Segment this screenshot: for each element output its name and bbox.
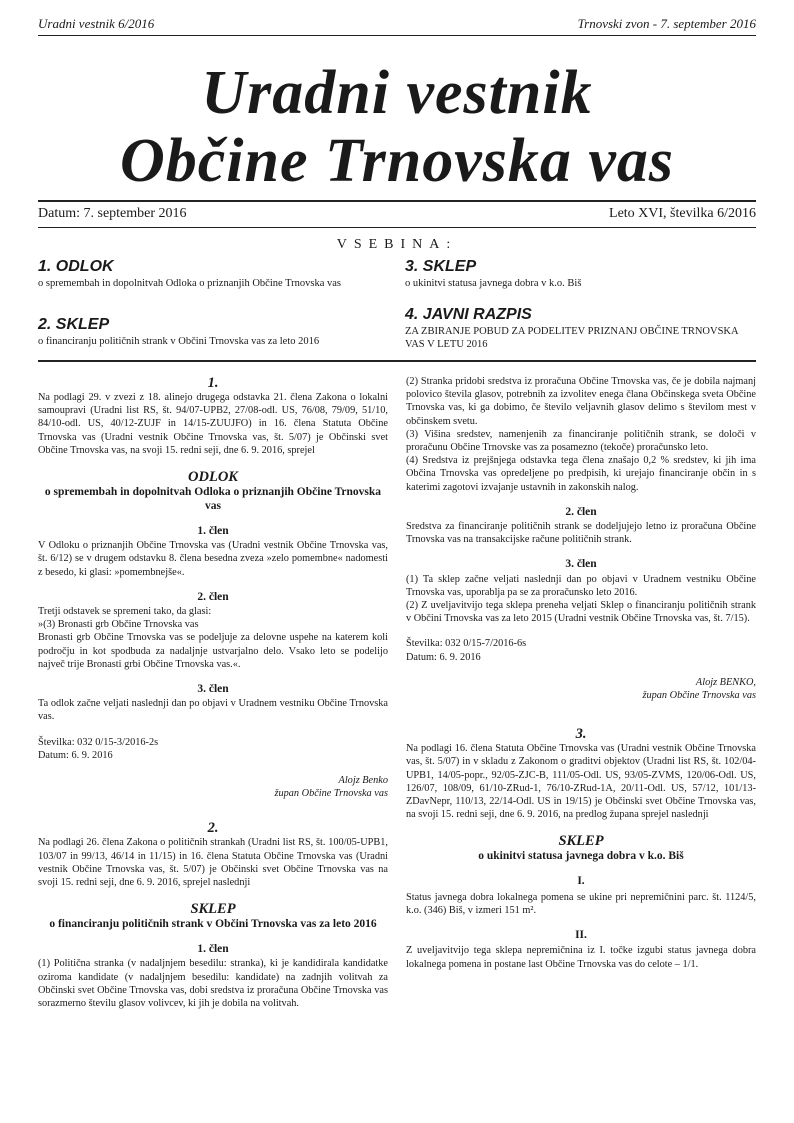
doc2-date: Datum: 6. 9. 2016: [406, 651, 481, 663]
doc2-subtitle: o financiranju političnih strank v Občini Trnovska vas za leto 2016: [49, 918, 377, 931]
doc2-number: 2.: [207, 820, 219, 837]
doc1-signer: Alojz Benko: [338, 775, 388, 787]
contents-heading: VSEBINA:: [336, 237, 458, 252]
doc2-clen1-text-c: (3) Višina sredstev, namenjenih za financiranje političnih strank, se določi v proračunu Občine Trnovske vas za posamezno (tekoče) proračunsko leto.: [406, 428, 756, 454]
doc1-signer-role: župan Občine Trnovska vas: [274, 788, 388, 800]
doc1-clen2-line1: Tretji odstavek se spremeni tako, da glasi:: [38, 606, 212, 618]
doc2-clen1-text-b: (2) Stranka pridobi sredstva iz proračuna Občine Trnovska vas, če je dobila najmanj polovico števila glasov, potrebnih za izvolitev enega člana Občinskega sveta Občine Trnovska vas, ki ga dobimo, če število veljavnih glasov delimo s številom mest v občinskem svetu.: [406, 376, 756, 427]
doc3-intro: Na podlagi 16. člena Statuta Občine Trnovska vas (Uradni vestnik Občine Trnovska vas, št. 5/07) in v skladu z Zakonom o graditvi objektov (Uradni list RS, št. 102/04-UPB1, 14/05-popr., 92/05-ZJC-B, 111/05-Odl. US, 93/05-ZVMS, 120/06-Odl. US, 126/07, 108/09, 61/10-ZRud-1, 76/10-ZRud-1A, 20/11-Odl. US, 57/12, 101/13-ZDavNepr, 110/13, 22/14-Odl. US in 19/15) je Občinski svet Občine Trnovska vas, na svoji 15. redni seji, dne 6. 9. 2016, na predlog župana sprejel naslednji: [406, 743, 756, 821]
doc2-clen3-heading: 3. člen: [565, 558, 597, 571]
doc1-date: Datum: 6. 9. 2016: [38, 749, 113, 761]
doc1-clen1-heading: 1. člen: [197, 525, 229, 538]
doc1-subtitle: o spremembah in dopolnitvah Odloka o priznanjih Občine Trnovska vas: [44, 486, 382, 513]
doc2-clen3-text-b: (2) Z uveljavitvijo tega sklepa preneha veljati Sklep o financiranju političnih strank v Občini Trnovska vas za leto 2015 (Uradni vestnik Občine Trnovska vas, št. 7/15).: [406, 600, 756, 625]
running-header-left: Uradni vestnik 6/2016: [38, 16, 155, 31]
toc-item-2[interactable]: [38, 316, 390, 348]
left-column: [38, 375, 388, 1010]
toc-item-desc: o spremembah in dopolnitvah Odloka o priznanjih Občine Trnovska vas: [38, 278, 341, 289]
masthead-rule: [38, 200, 756, 202]
doc3-subtitle: o ukinitvi statusa javnega dobra v k.o. Biš: [478, 850, 684, 863]
doc1-clen3-text: Ta odlok začne veljati naslednji dan po objavi v Uradnem vestniku Občine Trnovska vas.: [38, 698, 388, 723]
doc2-clen1-heading: 1. člen: [197, 943, 229, 956]
doc1-clen1-text: V Odloku o priznanjih Občine Trnovska vas (Uradni vestnik Občine Trnovska vas, št. 6/12) se v drugem odstavku 8. člena besedna zveza »zelo pomembne« nadomesti z besedo, ki glasi: »pomembnejše«.: [38, 540, 388, 578]
toc-item-desc: o financiranju političnih strank v Občini Trnovska vas za leto 2016: [38, 336, 320, 347]
doc2-intro: Na podlagi 26. člena Zakona o političnih strankah (Uradni list RS, št. 100/05-UPB1, 103/07 in 99/13, 46/14 in 11/15) in 16. člena Statuta Občine Trnovska vas (Uradni vestnik Občine Trnovska vas, št. 5/07) je Občinski svet Občine Trnovska vas na svoji 15. redni seji, dne 6. 9. 2016, sprejel naslednji: [38, 837, 388, 889]
doc2-reference-number: Številka: 032 0/15-7/2016-6s: [406, 638, 527, 650]
doc1-clen2-line3: Bronasti grb Občine Trnovska vas se podeljuje za delovne uspehe na katerem koli področju in kot spodbuda za nadaljnje ustvarjalno delo. Vsako leto se podelijo največ trije Bronasti grbi Občine Trnovska vas.«.: [38, 632, 388, 670]
toc-item-title: 3. SKLEP: [405, 258, 477, 275]
doc2-title: SKLEP: [190, 901, 236, 918]
doc3-point1-text: Status javnega dobra lokalnega pomena se ukine pri nepremičnini parc. št. 1124/5, k.o. (346) Biš, v izmeri 151 m².: [406, 891, 756, 916]
doc1-reference-number: Številka: 032 0/15-3/2016-2s: [38, 736, 159, 748]
toc-item-title: 2. SKLEP: [38, 316, 110, 333]
doc1-clen2-line2: »(3) Bronasti grb Občine Trnovska vas: [38, 619, 199, 631]
right-column: [406, 375, 756, 971]
doc3-point2-heading: II.: [575, 929, 587, 942]
doc2-clen2-text: Sredstva za financiranje političnih strank se dodeljujejo letno iz proračuna Občine Trnovska vas na transakcijske račune političnih strank.: [406, 521, 756, 546]
toc-item-title: 1. ODLOK: [38, 258, 114, 275]
doc1-clen2-heading: 2. člen: [197, 590, 229, 603]
toc-item-title: 4. JAVNI RAZPIS: [405, 306, 532, 323]
doc2-clen2-heading: 2. člen: [565, 505, 597, 518]
running-header-right: Trnovski zvon - 7. september 2016: [577, 16, 756, 31]
issue-date: Datum: 7. september 2016: [38, 206, 187, 221]
doc2-signer-role: župan Občine Trnovska vas: [642, 690, 756, 702]
doc1-clen3-heading: 3. člen: [197, 683, 229, 696]
doc2-clen1-text-d: (4) Sredstva iz prejšnjega odstavka tega člena znašajo 0,2 % sredstev, ki jih ima Občina Trnovska vas opredeljene po predpisih, ki urejajo financiranje občin in s katerimi zagotovi izvajanje ustavnih in zakonskih nalog.: [406, 455, 756, 493]
doc2-clen3-text-a: (1) Ta sklep začne veljati naslednji dan po objavi v Uradnem vestniku Občine Trnovska vas, uporablja pa se za proračunsko leto 2016.: [406, 573, 756, 598]
masthead-line1: Uradni vestnik: [201, 59, 593, 127]
issue-number: Leto XVI, številka 6/2016: [609, 206, 756, 221]
header-rule: [38, 35, 756, 36]
doc1-title: ODLOK: [188, 469, 238, 486]
toc-item-desc: ZA ZBIRANJE POBUD ZA PODELITEV PRIZNANJ OBČINE TRNOVSKA VAS V LETU 2016: [405, 326, 739, 350]
meta-rule: [38, 227, 756, 228]
toc-item-desc: o ukinitvi statusa javnega dobra v k.o. Biš: [405, 278, 582, 289]
doc3-title: SKLEP: [558, 833, 604, 850]
doc3-point1-heading: I.: [577, 875, 585, 888]
masthead-line2: Občine Trnovska vas: [120, 127, 674, 195]
doc1-number: 1.: [207, 375, 219, 391]
toc-item-3[interactable]: [405, 258, 757, 290]
toc-item-1[interactable]: [38, 258, 390, 290]
doc2-clen1-text-a: (1) Politična stranka (v nadaljnjem besedilu: stranka), ki je kandidirala kandidatke oziroma kandidate (v nadaljnjem besedilu: kandidate) na zadnjih volitvah za Občinski svet Občine Trnovska vas, dobi sredstva iz proračuna Občine Trnovska vas sorazmerno številu glasov volivcev, ki jih je dobila na volitvah.: [38, 958, 388, 1010]
doc1-intro: Na podlagi 29. v zvezi z 18. alinejo drugega odstavka 21. člena Zakona o lokalni samoupravi (Uradni list RS, št. 94/07-UPB2, 27/08-odl. US, 76/08, 79/09, 51/10, 84/10-odl. US, 40/12-ZUJF in 14/15-ZUUJFO) in 16. člena Statuta Občine Trnovska vas (Uradni vestnik Občine Trnovska vas, št. 5/07) je Občinski svet Občine Trnovska vas, na svoji 15. redni seji, dne 6. 9. 2016, sprejel: [38, 392, 388, 456]
toc-item-4[interactable]: [405, 306, 757, 351]
doc3-number: 3.: [575, 726, 587, 743]
doc3-point2-text: Z uveljavitvijo tega sklepa nepremičnina iz I. točke izgubi status javnega dobra lokalnega pomena in postane last Občine Trnovska vas do celote – 1/1.: [406, 945, 756, 970]
doc2-signer: Alojz BENKO,: [695, 676, 756, 688]
contents-rule: [38, 360, 756, 362]
